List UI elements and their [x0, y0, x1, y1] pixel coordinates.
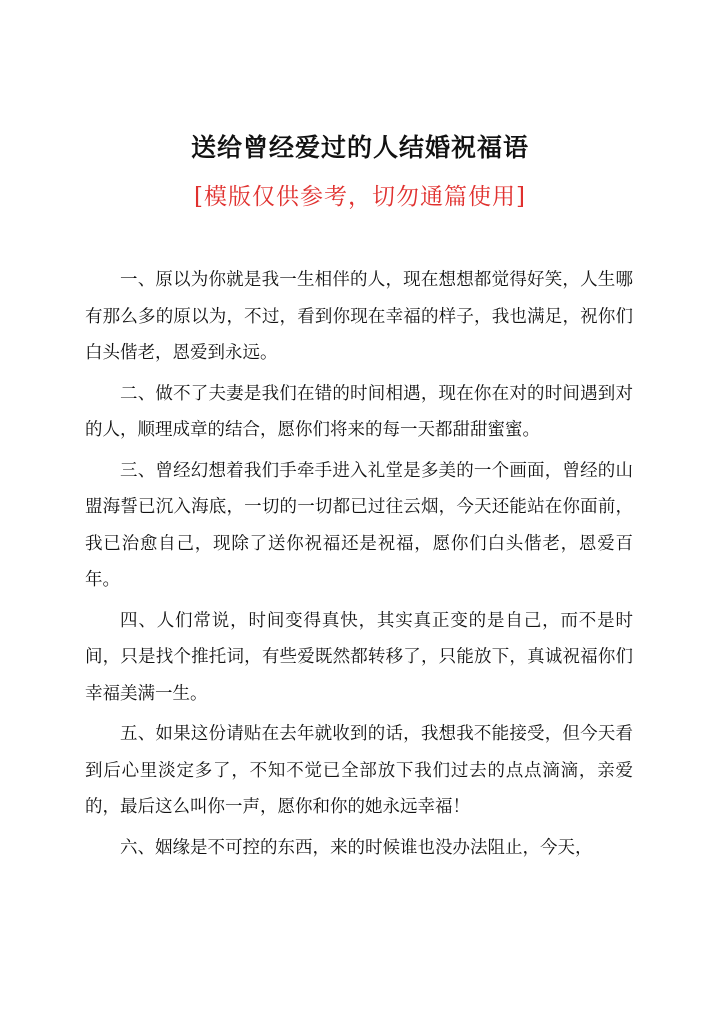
paragraph-2: 二、做不了夫妻是我们在错的时间相遇，现在你在对的时间遇到对的人，顺理成章的结合，愿你们将来的每一天都甜甜蜜蜜。 — [85, 383, 633, 440]
page-title: 送给曾经爱过的人结婚祝福语 — [190, 133, 529, 162]
paragraph-6: 六、姻缘是不可控的东西，来的时候谁也没办法阻止，今天， — [120, 837, 593, 858]
paragraph-4: 四、人们常说，时间变得真快，其实真正变的是自己，而不是时间，只是找个推托词，有些爱既然都转移了，只能放下，真诚祝福你们幸福美满一生。 — [85, 610, 633, 704]
document-body — [85, 262, 633, 870]
page-subtitle: [模版仅供参考，切勿通篇使用] — [194, 184, 526, 210]
paragraph-1: 一、原以为你就是我一生相伴的人，现在想想都觉得好笑，人生哪有那么多的原以为，不过，看到你现在幸福的样子，我也满足，祝你们白头偕老，恩爱到永远。 — [85, 270, 633, 363]
paragraph-3: 三、曾经幻想着我们手牵手进入礼堂是多美的一个画面，曾经的山盟海誓已沉入海底，一切的一切都已过往云烟，今天还能站在你面前，我已治愈自己，现除了送你祝福还是祝福，愿你们白头偕老，恩爱百年。 — [85, 460, 633, 590]
paragraph-5: 五、如果这份请贴在去年就收到的话，我想我不能接受，但今天看到后心里淡定多了，不知不觉已全部放下我们过去的点点滴滴，亲爱的，最后这么叫你一声，愿你和你的她永远幸福！ — [85, 724, 633, 817]
